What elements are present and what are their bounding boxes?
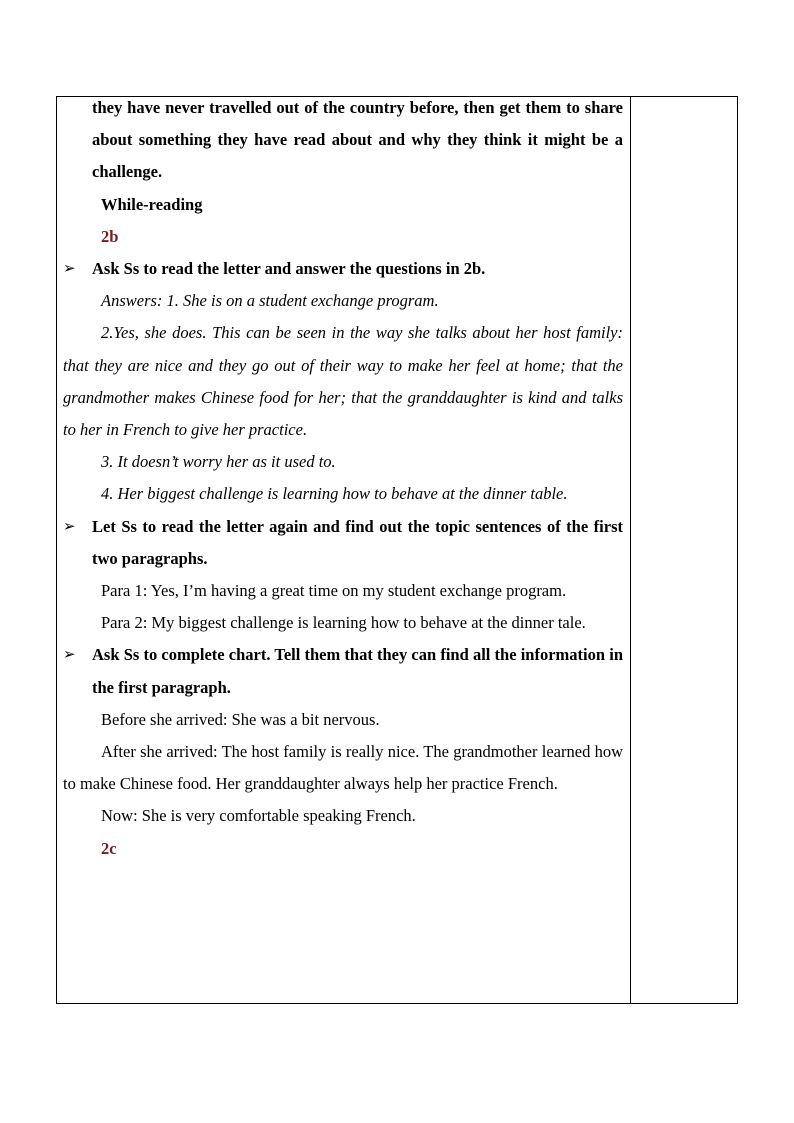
after-arrival: After she arrived: The host family is really nice. The grandmother learned how to make Chinese food. Her granddaughter always help her practice French. xyxy=(63,742,623,794)
bullet-arrow-icon: ➢ xyxy=(63,261,76,278)
intro-text: they have never travelled out of the country before, then get them to share about something they have read about and why they think it might be a challenge. xyxy=(92,98,623,182)
answer-1: Answers: 1. She is on a student exchange program. xyxy=(101,291,439,311)
bullet-text: Ask Ss to complete chart. Tell them that they can find all the information in the first paragraph. xyxy=(92,645,623,697)
now-status: Now: She is very comfortable speaking French. xyxy=(101,806,416,826)
section-2b-label: 2b xyxy=(101,226,119,246)
bullet-text: Ask Ss to read the letter and answer the questions in 2b. xyxy=(92,259,486,279)
answer-2: 2.Yes, she does. This can be seen in the way she talks about her host family: that they are nice and they go out of their way to make her feel at home; that the grandmother makes Chinese food for her; that the granddaughter is kind and talks to her in French to give her practice. xyxy=(63,323,623,440)
while-reading-heading: While-reading xyxy=(101,194,203,214)
before-arrival: Before she arrived: She was a bit nervous. xyxy=(101,709,380,729)
answer-3: 3. It doesn’t worry her as it used to. xyxy=(101,452,336,472)
para-1-topic: Para 1: Yes, I’m having a great time on my student exchange program. xyxy=(101,581,567,601)
bullet-item xyxy=(63,511,623,575)
bullet-arrow-icon: ➢ xyxy=(63,647,76,664)
bullet-text: Let Ss to read the letter again and find out the topic sentences of the first two paragraphs. xyxy=(92,516,623,568)
bullet-item xyxy=(63,639,623,703)
table-column-divider xyxy=(630,96,631,1004)
bullet-arrow-icon: ➢ xyxy=(63,518,76,535)
answer-4: 4. Her biggest challenge is learning how to behave at the dinner table. xyxy=(101,484,568,504)
section-2c-label: 2c xyxy=(101,838,117,858)
bullet-item xyxy=(63,253,623,285)
lesson-cell xyxy=(63,92,623,865)
para-2-topic: Para 2: My biggest challenge is learning how to behave at the dinner tale. xyxy=(101,613,586,633)
